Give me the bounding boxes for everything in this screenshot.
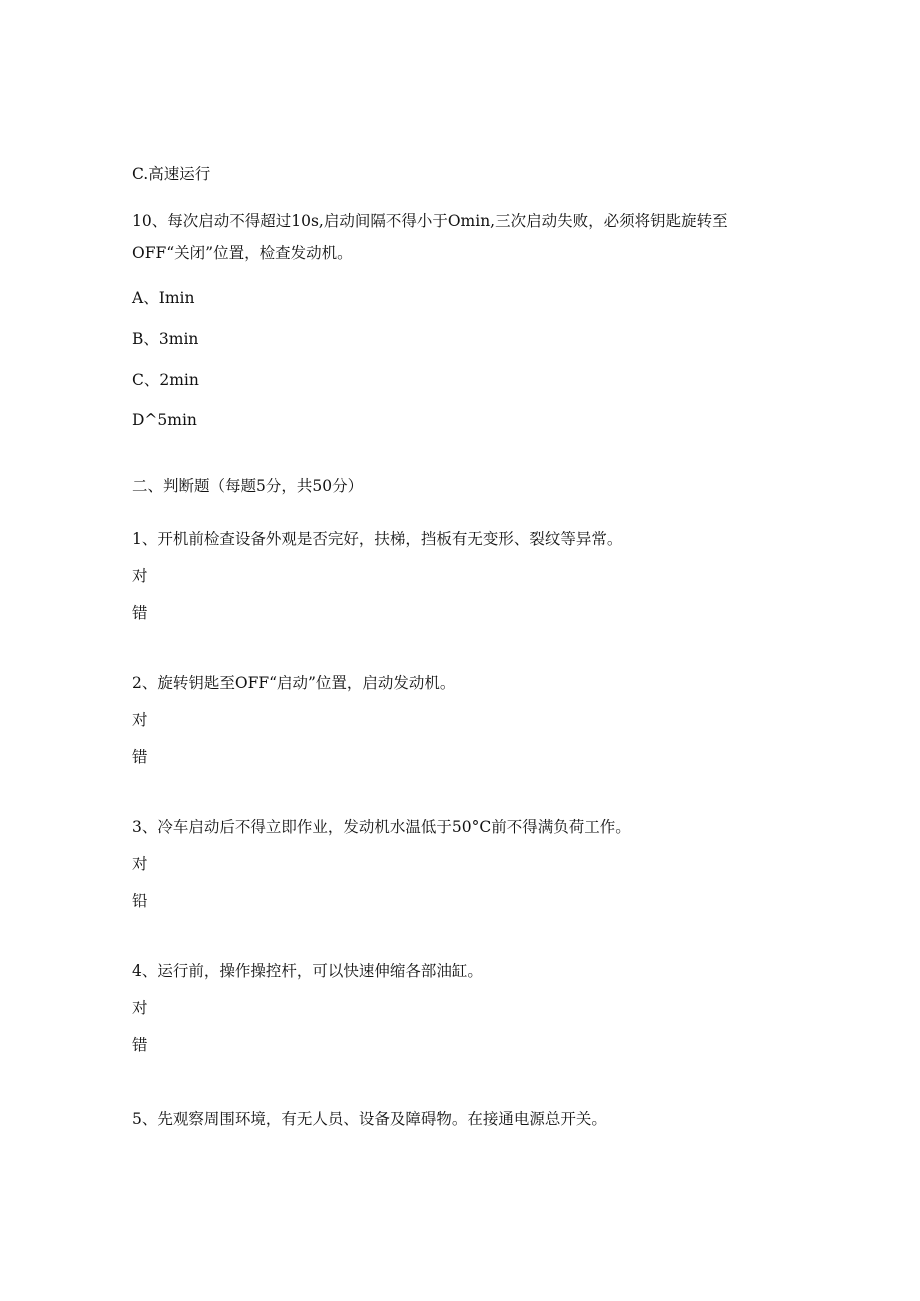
option-a-q10: A、Imin xyxy=(132,289,195,307)
option-b-q10: B、3min xyxy=(132,330,199,348)
tf-q1-false: 错 xyxy=(132,604,148,622)
section-heading-true-false: 二、判断题（每题5分，共50分） xyxy=(132,477,364,495)
option-c-q10: C、2min xyxy=(132,371,199,389)
tf-question-1: 1、开机前检查设备外观是否完好，扶梯，挡板有无变形、裂纹等异常。 xyxy=(132,530,623,548)
tf-q3-false: 铅 xyxy=(132,892,148,910)
tf-question-5: 5、先观察周围环境，有无人员、设备及障碍物。在接通电源总开关。 xyxy=(132,1110,607,1128)
tf-question-2: 2、旋转钥匙至OFF“启动”位置，启动发动机。 xyxy=(132,674,456,692)
tf-q2-false: 错 xyxy=(132,748,148,766)
tf-q1-true: 对 xyxy=(132,567,148,585)
tf-q2-true: 对 xyxy=(132,711,148,729)
tf-q3-true: 对 xyxy=(132,855,148,873)
question-10-line-1: 10、每次启动不得超过10s,启动间隔不得小于Omin,三次启动失败，必须将钥匙旋转至 xyxy=(132,212,728,230)
option-d-q10: D^5min xyxy=(132,411,197,429)
tf-q4-false: 错 xyxy=(132,1036,148,1054)
tf-q4-true: 对 xyxy=(132,999,148,1017)
question-10-line-2: OFF“关闭”位置，检查发动机。 xyxy=(132,244,353,262)
tf-question-4: 4、运行前，操作操控杆，可以快速伸缩各部油缸。 xyxy=(132,962,483,980)
tf-question-3: 3、冷车启动后不得立即作业，发动机水温低于50°C前不得满负荷工作。 xyxy=(132,818,631,836)
option-c-q9: C.高速运行 xyxy=(132,165,211,183)
